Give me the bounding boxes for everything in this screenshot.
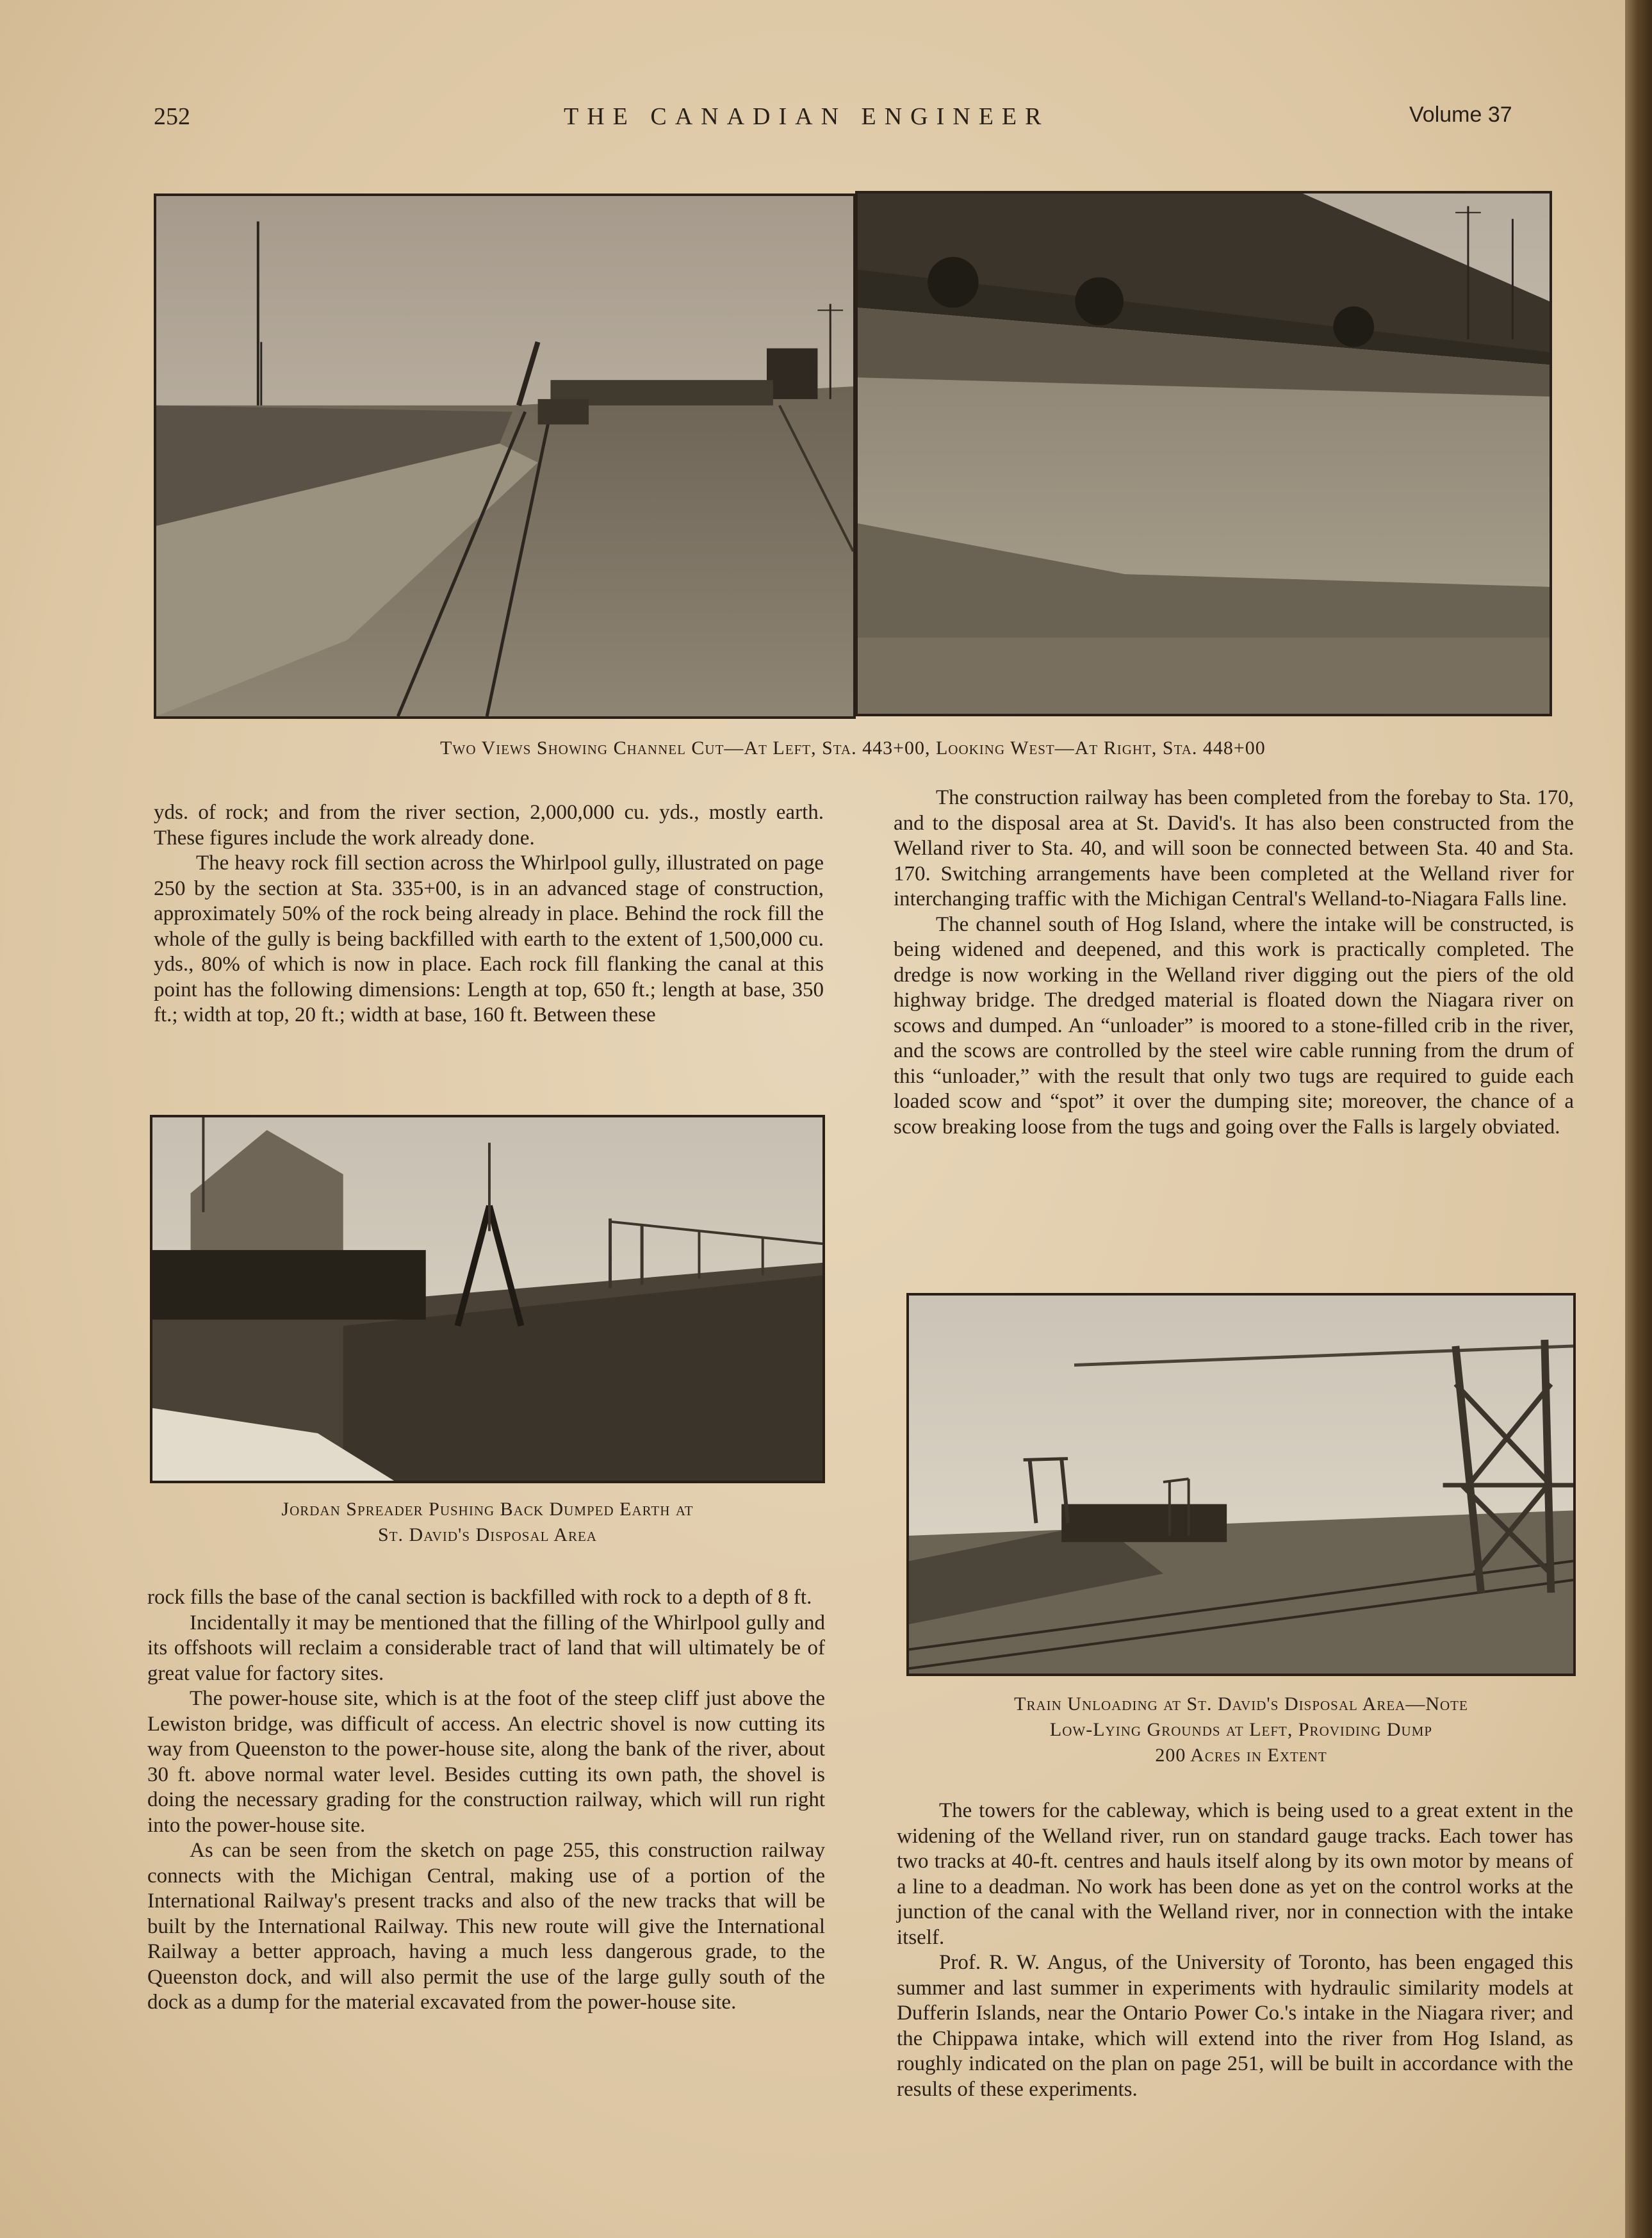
photo-channel-cut-left xyxy=(154,193,856,719)
volume-label: Volume 37 xyxy=(1409,103,1512,127)
caption-line: Low-Lying Grounds at Left, Providing Dump xyxy=(1049,1719,1433,1740)
journal-title: THE CANADIAN ENGINEER xyxy=(564,103,1050,130)
paragraph: yds. of rock; and from the river section, 2,000,000 cu. yds., mostly earth. These figures include the work already done. xyxy=(154,801,824,850)
right-column-block-2 xyxy=(897,1798,1573,2102)
paragraph: The power-house site, which is at the foot of the steep cliff just above the Lewiston bridge, was difficult of access. An electric shovel is now cutting its way from Queenston to the power-house site, along the bank of the river, about 30 ft. above normal water level. Besides cutting its own path, the shovel is doing the necessary grading for the construction railway, which will run right into the power-house site. xyxy=(147,1687,825,1837)
photo-jordan-spreader xyxy=(150,1115,825,1483)
caption-line: Train Unloading at St. David's Disposal Area—Note xyxy=(1014,1693,1468,1715)
caption-jordan-spreader xyxy=(150,1497,825,1548)
left-column-block-2 xyxy=(147,1585,825,2016)
paragraph: The construction railway has been completed from the forebay to Sta. 170, and to the disposal area at St. David's. It has also been constructed from the Welland river to Sta. 40, and will soon be connected between Sta. 40 and Sta. 170. Switching arrangements have been completed at the Welland river for interchanging traffic with the Michigan Central's Welland-to-Niagara Falls line. xyxy=(894,786,1574,910)
paragraph: The channel south of Hog Island, where the intake will be constructed, is being widened and deepened, and this work is practically completed. The dredge is now working in the Welland river digging out the piers of the old highway bridge. The dredged material is floated down the Niagara river on scows and dumped. An “unloader” is moored to a stone-filled crib in the river, and the scows are controlled by the steel wire cable running from the drum of this “unloader,” with the result that only two tugs are required to guide each loaded scow and “spot” it over the dumping site; moreover, the chance of a scow breaking loose from the tugs and going over the Falls is largely obviated. xyxy=(894,912,1574,1139)
right-column-block-1 xyxy=(894,786,1574,1140)
caption-line: 200 Acres in Extent xyxy=(1155,1745,1327,1766)
paragraph: The heavy rock fill section across the Whirlpool gully, illustrated on page 250 by the section at Sta. 335+00, is in an advanced stage of construction, approximately 50% of the rock being already in place. Behind the rock fill the whole of the gully is being backfilled with earth to the extent of 1,500,000 cu. yds., 80% of which is now in place. Each rock fill flanking the canal at this point has the following dimensions: Length at top, 650 ft.; length at base, 350 ft.; width at top, 20 ft.; width at base, 160 ft. Between these xyxy=(154,852,824,1026)
paragraph: Incidentally it may be mentioned that the filling of the Whirlpool gully and its offshoots will reclaim a considerable tract of land that will ultimately be of great value for factory sites. xyxy=(147,1611,825,1685)
paragraph: Prof. R. W. Angus, of the University of Toronto, has been engaged this summer and last summer in experiments with hydraulic similarity models at Dufferin Islands, near the Ontario Power Co.'s intake in the Niagara river; and the Chippawa intake, which will extend into the river from Hog Island, as roughly indicated on the plan on page 251, will be built in accordance with the results of these experiments. xyxy=(897,1951,1573,2101)
paragraph: As can be seen from the sketch on page 255, this construction railway connects with the Michigan Central, making use of a portion of the International Railway's present tracks and also of the new tracks that will be built by the International Railway. This new route will give the International Railway a better approach, having a much less dangerous grade, to the Queenston dock, and will also permit the use of the large gully south of the dock as a dump for the material excavated from the power-house site. xyxy=(147,1839,825,2014)
page-binding-edge xyxy=(1625,0,1652,2238)
caption-line: St. David's Disposal Area xyxy=(378,1524,597,1545)
paragraph: The towers for the cableway, which is being used to a great extent in the widening of the Welland river, run on standard gauge tracks. Each tower has two tracks at 40-ft. centres and hauls itself along by its own motor by means of a line to a deadman. No work has been done as yet on the control works at the junction of the canal with the Welland river, nor in connection with the intake itself. xyxy=(897,1799,1573,1949)
caption-top-photos: Two Views Showing Channel Cut—At Left, Sta. 443+00, Looking West—At Right, Sta. 448+00 xyxy=(440,737,1266,759)
photo-channel-cut-right xyxy=(855,191,1552,716)
photo-train-unloading xyxy=(906,1293,1576,1676)
caption-train-unloading xyxy=(903,1691,1579,1768)
paragraph: rock fills the base of the canal section is backfilled with rock to a depth of 8 ft. xyxy=(147,1586,812,1609)
page-number: 252 xyxy=(154,103,190,130)
caption-line: Jordan Spreader Pushing Back Dumped Earth at xyxy=(281,1499,694,1520)
left-column-block-1 xyxy=(154,800,824,1028)
